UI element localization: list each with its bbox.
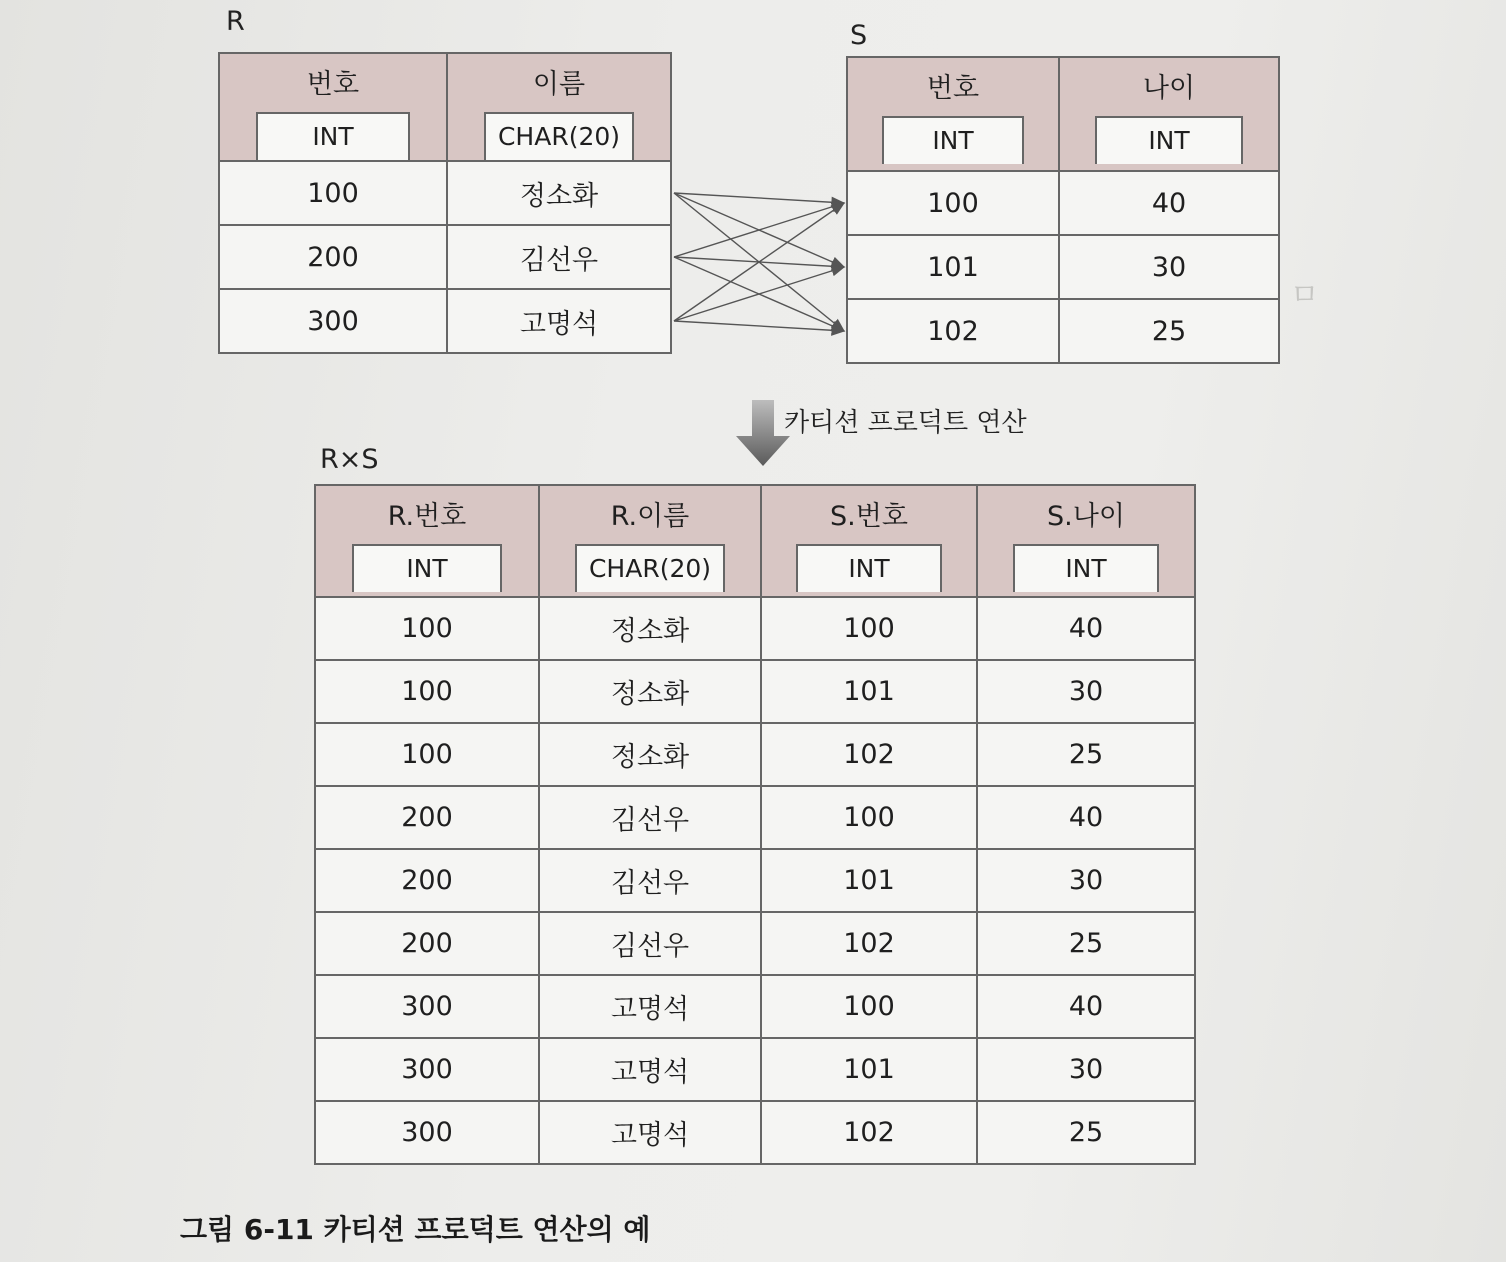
table-row xyxy=(315,1101,1195,1164)
table-cell: 40 xyxy=(977,597,1195,660)
relation-rxs-body xyxy=(315,597,1195,1164)
bleed-through-text: ㅁ xyxy=(1290,278,1319,313)
table-cell: 25 xyxy=(977,1101,1195,1164)
figure-caption: 그림 6-11 카티션 프로덕트 연산의 예 xyxy=(180,1213,651,1246)
column-type: INT xyxy=(1013,544,1160,592)
table-cell: 300 xyxy=(315,975,539,1038)
table-row xyxy=(315,975,1195,1038)
table-cell: 102 xyxy=(761,912,977,975)
column-type: INT xyxy=(882,116,1025,164)
pairing-arrow xyxy=(674,193,844,203)
relation-rxs-title: R×S xyxy=(320,444,379,475)
table-cell: 102 xyxy=(761,723,977,786)
table-cell: 102 xyxy=(761,1101,977,1164)
table-cell: 김선우 xyxy=(539,912,761,975)
relation-rxs-header-row xyxy=(315,485,1195,597)
table-cell: 100 xyxy=(219,161,447,225)
table-cell: 200 xyxy=(315,786,539,849)
relation-r-title: R xyxy=(226,6,245,37)
table-cell: 30 xyxy=(977,849,1195,912)
operation-label: 카티션 프로덕트 연산 xyxy=(784,408,1027,438)
table-cell: 102 xyxy=(847,299,1059,363)
table-cell: 25 xyxy=(977,912,1195,975)
column-type: INT xyxy=(352,544,503,592)
table-cell: 25 xyxy=(1059,299,1279,363)
table-cell: 30 xyxy=(977,1038,1195,1101)
table-row xyxy=(315,849,1195,912)
table-row xyxy=(315,723,1195,786)
table-row xyxy=(315,786,1195,849)
table-row xyxy=(315,912,1195,975)
table-cell: 고명석 xyxy=(539,975,761,1038)
table-cell: 30 xyxy=(1059,235,1279,299)
table-cell: 고명석 xyxy=(539,1101,761,1164)
pairing-arrow xyxy=(674,203,844,257)
down-arrow-icon xyxy=(736,400,790,466)
table-cell: 100 xyxy=(315,597,539,660)
table-cell: 정소화 xyxy=(447,161,671,225)
column-name: 번호 xyxy=(926,73,980,104)
table-cell: 300 xyxy=(219,289,447,353)
table-cell: 300 xyxy=(315,1038,539,1101)
table-cell: 40 xyxy=(977,786,1195,849)
table-cell: 40 xyxy=(1059,171,1279,235)
table-cell: 정소화 xyxy=(539,660,761,723)
table-cell: 고명석 xyxy=(447,289,671,353)
column-type: INT xyxy=(256,112,410,160)
table-cell: 200 xyxy=(315,849,539,912)
table-cell: 김선우 xyxy=(539,849,761,912)
column-type: CHAR(20) xyxy=(575,544,725,592)
table-cell: 100 xyxy=(847,171,1059,235)
table-cell: 김선우 xyxy=(447,225,671,289)
table-cell: 25 xyxy=(977,723,1195,786)
column-name: R.이름 xyxy=(610,501,690,532)
column-type: CHAR(20) xyxy=(484,112,635,160)
table-row xyxy=(315,597,1195,660)
column-name: R.번호 xyxy=(387,501,467,532)
pairing-arrow xyxy=(674,203,844,321)
table-cell: 101 xyxy=(761,849,977,912)
column-type: INT xyxy=(1095,116,1243,164)
table-cell: 200 xyxy=(315,912,539,975)
table-cell: 100 xyxy=(761,597,977,660)
column-type: INT xyxy=(796,544,942,592)
pairing-arrow xyxy=(674,267,844,321)
table-cell: 정소화 xyxy=(539,597,761,660)
relation-rxs-table xyxy=(314,484,1196,1165)
table-cell: 정소화 xyxy=(539,723,761,786)
relation-rxs-column-header xyxy=(761,485,977,597)
table-cell: 30 xyxy=(977,660,1195,723)
column-name: 번호 xyxy=(306,69,360,100)
relation-s-title: S xyxy=(850,20,868,51)
table-cell: 200 xyxy=(219,225,447,289)
table-cell: 고명석 xyxy=(539,1038,761,1101)
column-name: S.나이 xyxy=(1047,501,1125,532)
table-cell: 300 xyxy=(315,1101,539,1164)
table-row xyxy=(315,660,1195,723)
pairing-arrow xyxy=(674,321,844,331)
table-cell: 40 xyxy=(977,975,1195,1038)
column-name: 나이 xyxy=(1142,73,1196,104)
relation-rxs-column-header xyxy=(315,485,539,597)
column-name: 이름 xyxy=(532,69,586,100)
table-cell: 100 xyxy=(315,723,539,786)
table-cell: 101 xyxy=(761,1038,977,1101)
table-row xyxy=(315,1038,1195,1101)
relation-rxs-column-header xyxy=(977,485,1195,597)
table-cell: 100 xyxy=(315,660,539,723)
table-cell: 김선우 xyxy=(539,786,761,849)
table-cell: 101 xyxy=(761,660,977,723)
table-cell: 101 xyxy=(847,235,1059,299)
relation-rxs-column-header xyxy=(539,485,761,597)
table-cell: 100 xyxy=(761,786,977,849)
table-cell: 100 xyxy=(761,975,977,1038)
column-name: S.번호 xyxy=(830,501,908,532)
